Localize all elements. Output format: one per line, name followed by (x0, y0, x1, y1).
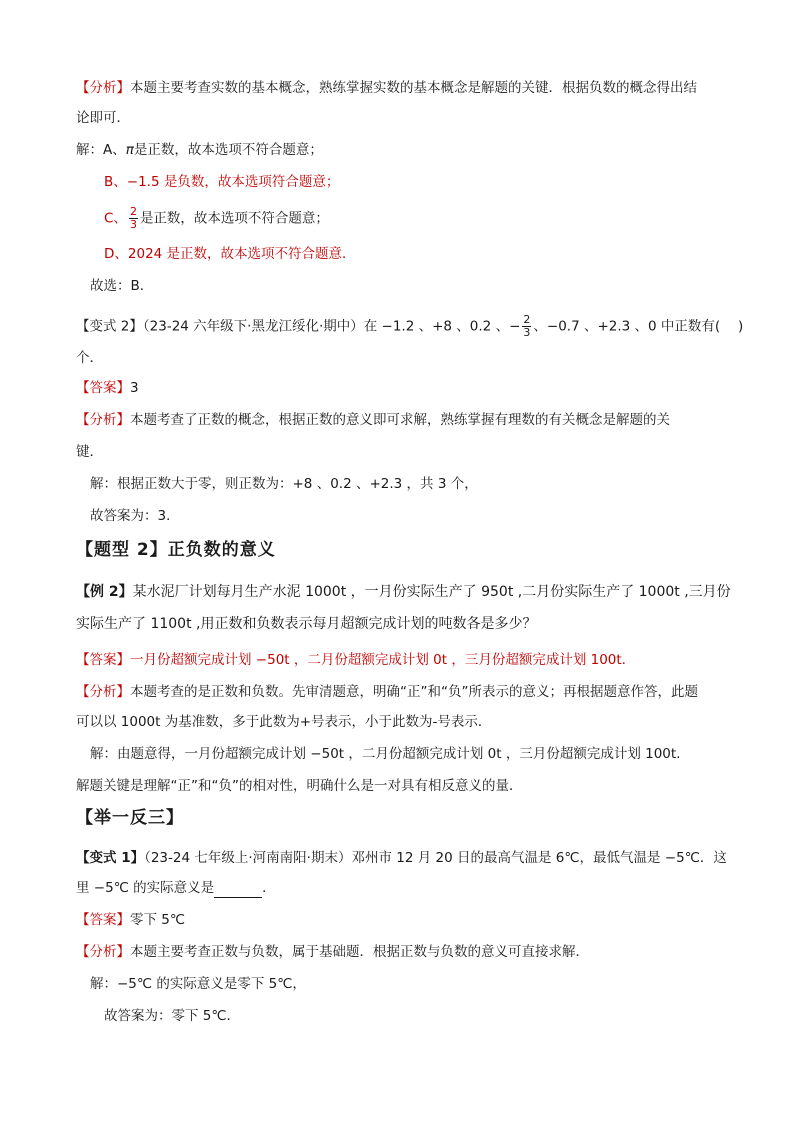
answer-tag: 【答案】 (76, 912, 130, 928)
variant2-q-pre: 在 −1.2 、+8 、0.2 、− (363, 318, 521, 335)
variant2-q-post: 、−0.7 、+2.3 、0 中正数有( ) (533, 318, 744, 335)
variant2-answer (76, 378, 139, 398)
variant1-answer (76, 910, 185, 930)
solution-c-text: 是正数，故本选项不符合题意； (139, 210, 329, 227)
analysis-tag: 【分析】 (76, 684, 130, 700)
fraction-denominator: 3 (523, 326, 531, 339)
fraction-denominator: 3 (129, 218, 137, 231)
variant1-tag: 【变式 1】 (76, 850, 145, 866)
variant2-cont: 个． (76, 350, 103, 366)
analysis-text: 本题考查了正数的概念，根据正数的意义即可求解，熟练掌握有理数的有关概念是解题的关 (130, 412, 670, 428)
example2-analysis-cont: 可以以 1000t 为基准数，多于此数为+号表示，小于此数为-号表示． (76, 714, 492, 730)
solution-a-text: 是正数，故本选项不符合题意； (133, 142, 323, 158)
variant1-source: （23-24 七年级上·河南南阳·期末） (144, 850, 352, 866)
fraction-numerator: 2 (129, 205, 137, 218)
solution-d: D、2024 是正数，故本选项不符合题意． (104, 246, 356, 262)
example2-cont: 实际生产了 1100t ,用正数和负数表示每月超额完成计划的吨数各是多少？ (76, 616, 537, 632)
analysis-cont: 论即可． (76, 110, 130, 126)
variant2-question (76, 314, 743, 339)
example2-question (76, 582, 731, 602)
solution-b: B、−1.5 是负数，故本选项符合题意； (104, 174, 340, 190)
analysis-tag: 【分析】 (76, 80, 130, 96)
example2-analysis (76, 682, 698, 702)
analysis-tag: 【分析】 (76, 944, 130, 960)
variant1-solution: 解：−5℃ 的实际意义是零下 5℃， (90, 976, 306, 992)
choice-line: 故选：B． (90, 278, 154, 294)
variant2-final: 故答案为：3． (90, 508, 180, 524)
variant1-cont-pre: 里 −5℃ 的实际意义是 (76, 880, 215, 896)
fraction-numerator: 2 (523, 313, 531, 326)
analysis-text: 本题主要考查正数与负数，属于基础题．根据正数与负数的意义可直接求解． (130, 944, 589, 960)
variant1-analysis (76, 942, 589, 962)
solution-c (104, 206, 329, 231)
analysis-line (76, 78, 697, 98)
example2-solution: 解：由题意得，一月份超额完成计划 −50t ，二月份超额完成计划 0t ，三月份超额完成计划 100t. (90, 746, 681, 762)
section-heading-type2: 【题型 2】正负数的意义 (76, 540, 276, 560)
variant2-analysis-cont: 键． (76, 444, 103, 460)
answer-value: 一月份超额完成计划 −50t ，二月份超额完成计划 0t ，三月份超额完成计划 100t. (130, 652, 626, 668)
example2-answer (76, 650, 626, 670)
example2-key: 解题关键是理解“正”和“负”的相对性，明确什么是一对具有相反意义的量． (76, 778, 523, 794)
solution-a (76, 140, 323, 160)
variant2-solution: 解：根据正数大于零，则正数为：+8 、0.2 、+2.3 ，共 3 个， (90, 476, 478, 492)
variant2-source: （23-24 六年级下·黑龙江绥化·期中） (142, 318, 364, 335)
example-text: 某水泥厂计划每月生产水泥 1000t ，一月份实际生产了 950t ,二月份实际生产了 1000t ,三月份 (132, 584, 731, 600)
variant1-cont-post: ． (262, 880, 276, 896)
fraction-two-thirds-q (522, 314, 531, 339)
answer-blank (214, 883, 262, 898)
variant2-analysis (76, 410, 670, 430)
answer-value: 零下 5℃ (130, 912, 186, 928)
fraction-two-thirds (129, 206, 138, 231)
solution-c-prefix: C、 (104, 210, 127, 227)
analysis-tag: 【分析】 (76, 412, 130, 428)
section-heading-practice: 【举一反三】 (76, 808, 184, 828)
analysis-text: 本题考查的是正数和负数。先审清题意，明确“正”和“负”所表示的意义；再根据题意作答，此题 (130, 684, 698, 700)
variant1-final: 故答案为：零下 5℃． (104, 1008, 241, 1024)
answer-value: 3 (130, 380, 139, 396)
answer-tag: 【答案】 (76, 380, 130, 396)
pi-symbol: π (125, 142, 134, 158)
variant1-cont (76, 878, 276, 898)
variant2-tag: 【变式 2】 (76, 318, 143, 335)
analysis-text: 本题主要考查实数的基本概念，熟练掌握实数的基本概念是解题的关键．根据负数的概念得出结 (130, 80, 697, 96)
solution-intro: 解：A、 (76, 142, 126, 158)
example-tag: 【例 2】 (76, 584, 133, 600)
variant1-text: 邓州市 12 月 20 日的最高气温是 6℃，最低气温是 −5℃．这 (351, 850, 727, 866)
variant1-question (76, 848, 727, 868)
answer-tag: 【答案】 (76, 652, 130, 668)
